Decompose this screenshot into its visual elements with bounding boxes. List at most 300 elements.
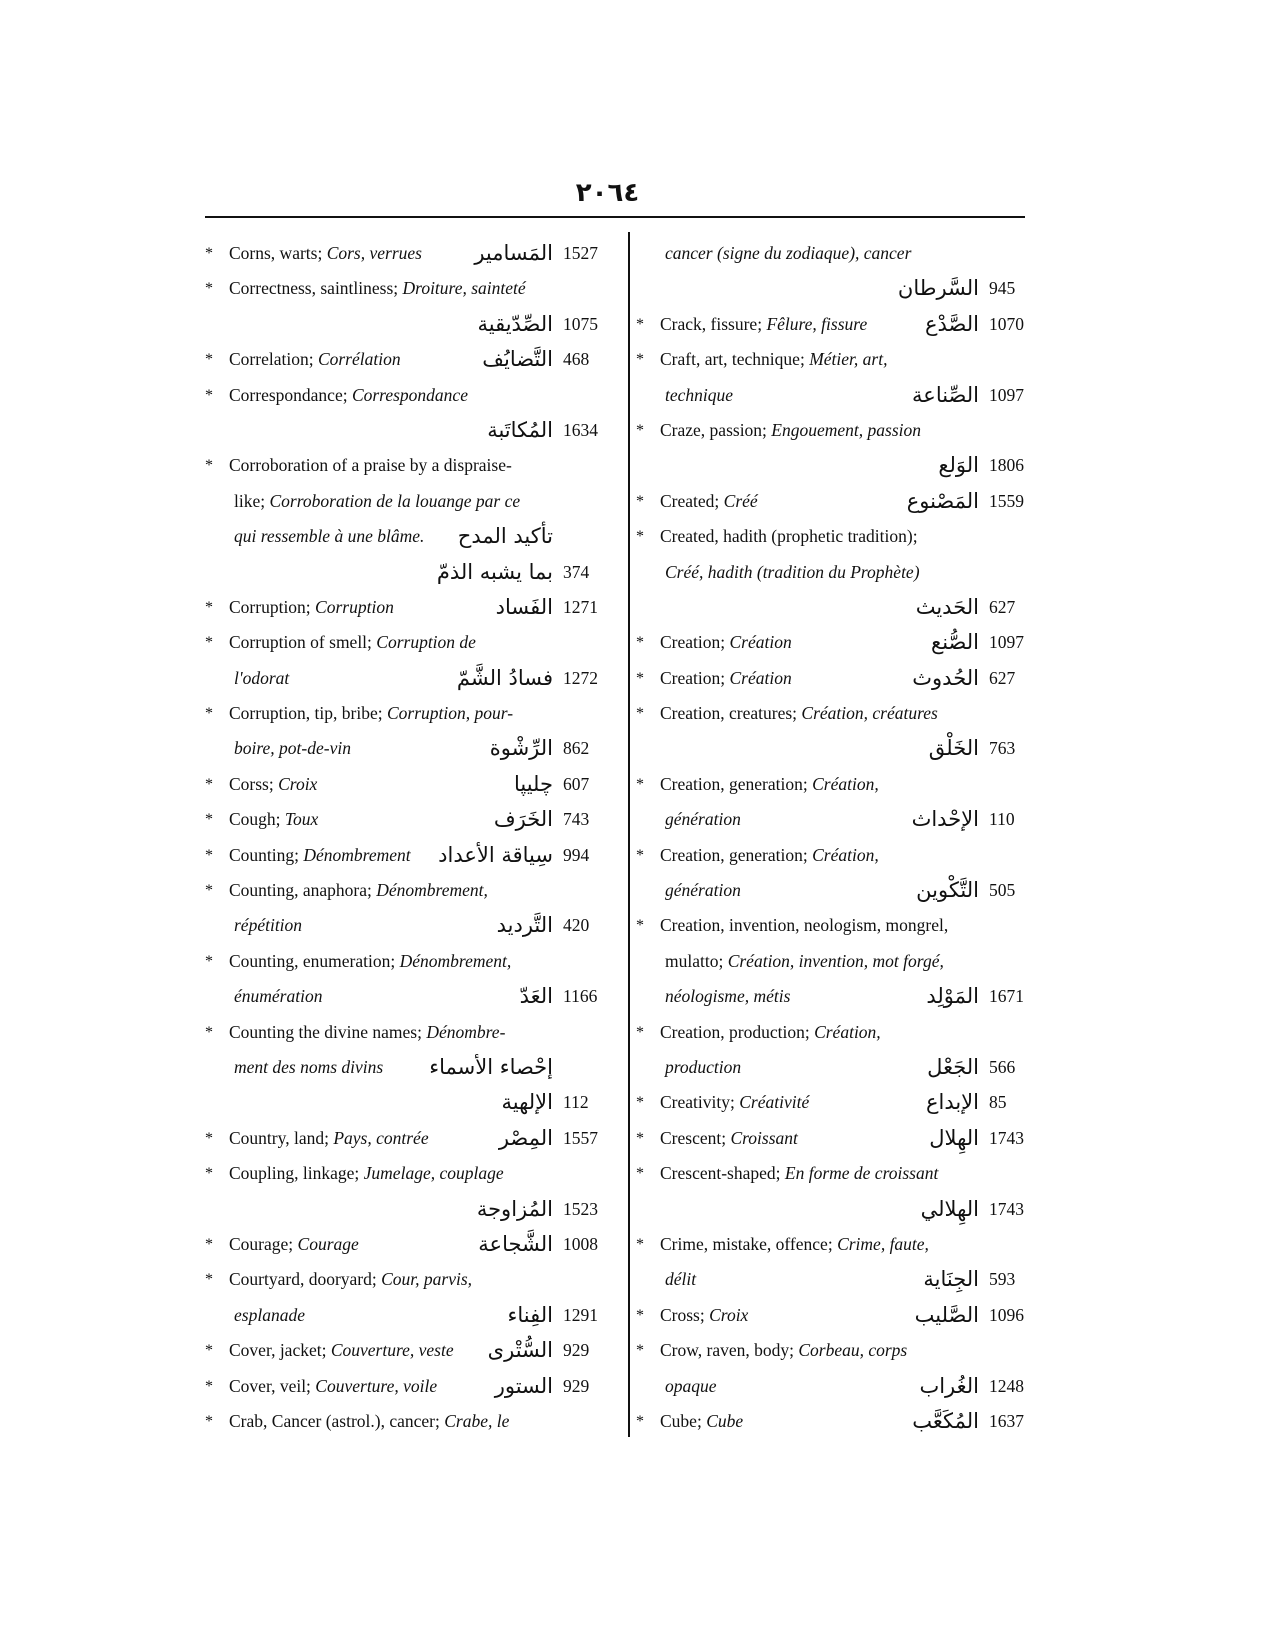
entry-line (636, 1369, 1041, 1404)
arabic-term: السَّرطان (897, 276, 979, 301)
arabic-term: التَّضايُف (482, 347, 553, 372)
entry-line (205, 413, 615, 448)
entry-text (660, 696, 938, 731)
page-reference: 1008 (563, 1233, 598, 1254)
entry-line (636, 1156, 1041, 1191)
page-reference: 1166 (563, 986, 598, 1007)
entry-text (229, 342, 401, 377)
page-reference: 929 (563, 1340, 590, 1361)
entry-text (665, 1262, 696, 1297)
entry-text (660, 307, 867, 342)
entry-bullet: * (636, 315, 644, 333)
arabic-term: الجَعْل (927, 1054, 979, 1079)
french-term: Créé (723, 490, 758, 511)
entry-text (234, 519, 424, 554)
entry-bullet: * (205, 386, 213, 404)
french-term: En forme de croissant (784, 1163, 939, 1184)
entry-text (665, 944, 944, 979)
entry-line (205, 731, 615, 766)
arabic-term: الإحْداث (911, 807, 979, 832)
entry-bullet: * (205, 1412, 213, 1430)
entry-line (205, 378, 615, 413)
entry-line (636, 838, 1041, 873)
french-term: Crime, faute, (837, 1233, 929, 1254)
arabic-term: الحُدوث (912, 665, 979, 690)
entry-bullet: * (636, 1342, 644, 1360)
entry-line (205, 1121, 615, 1156)
entry-line (205, 1333, 615, 1368)
arabic-term: الجِنَاية (923, 1267, 979, 1292)
page-reference: 1272 (563, 667, 598, 688)
entry-text (665, 236, 911, 271)
english-term: Creation, creatures; (660, 703, 802, 724)
entry-text (234, 1298, 305, 1333)
page-reference: 505 (989, 880, 1016, 901)
page-reference: 1271 (563, 596, 598, 617)
arabic-term: الغُراب (919, 1373, 979, 1398)
english-term: Country, land; (229, 1127, 334, 1148)
entry-line (205, 1015, 615, 1050)
arabic-term: التَّكْوين (916, 878, 979, 903)
entry-line (636, 484, 1041, 519)
french-term: Cors, verrues (326, 243, 422, 263)
arabic-term: الرِّشْوة (489, 736, 553, 761)
entry-line (636, 555, 1041, 590)
entry-text (660, 1156, 938, 1191)
french-term: Dénombre- (426, 1021, 506, 1042)
entry-line (636, 767, 1041, 802)
arabic-term: الفَساد (495, 594, 553, 619)
entry-text (229, 1333, 454, 1368)
english-term: Crescent; (660, 1127, 731, 1148)
entry-text (660, 1333, 907, 1368)
english-term: Craze, passion; (660, 419, 772, 440)
french-term: Dénombrement (303, 844, 411, 865)
entry-line (636, 448, 1041, 483)
entry-bullet: * (205, 1129, 213, 1147)
entry-line (636, 944, 1041, 979)
english-term: Cross; (660, 1304, 710, 1325)
english-term: Counting; (229, 844, 304, 865)
entry-line (205, 767, 615, 802)
arabic-term: المَوْلِد (926, 984, 979, 1009)
arabic-term: الصَّدْع (925, 311, 979, 336)
entry-line (636, 1121, 1041, 1156)
entry-line (205, 1156, 615, 1191)
french-term: opaque (665, 1375, 717, 1396)
french-term: Corruption (315, 596, 394, 617)
arabic-term: چليپا (513, 771, 553, 796)
french-term: néologisme, métis (665, 986, 791, 1007)
french-term: Croissant (730, 1127, 798, 1148)
entry-bullet: * (636, 492, 644, 510)
entry-text (660, 767, 879, 802)
entry-bullet: * (636, 528, 644, 546)
french-term: délit (665, 1269, 697, 1290)
entry-bullet: * (636, 1129, 644, 1147)
french-term: Métier, art, (809, 349, 888, 370)
french-term: Création (729, 667, 792, 688)
arabic-term: الحَديث (915, 594, 979, 619)
entry-text (234, 731, 351, 766)
arabic-term: الفِناء (507, 1302, 553, 1327)
arabic-term: إحْصاء الأسماء (429, 1054, 553, 1079)
entry-line (636, 236, 1041, 271)
entry-text (660, 1404, 743, 1439)
entry-line (205, 625, 615, 660)
arabic-term: الهِلالي (920, 1196, 979, 1221)
entry-line (636, 908, 1041, 943)
entry-line (205, 448, 615, 483)
page-reference: 1634 (563, 419, 598, 440)
page-number: ٢٠٦٤ (575, 178, 640, 208)
entry-bullet: * (205, 1235, 213, 1253)
english-term: Created, hadith (prophetic tradition); (660, 526, 918, 547)
column-divider (628, 232, 630, 1437)
french-term: Création, (814, 1021, 881, 1042)
entry-line (205, 1227, 615, 1262)
entry-text (229, 696, 513, 731)
entry-line (205, 1085, 615, 1120)
english-term: Crab, Cancer (astrol.), cancer; (229, 1410, 445, 1431)
entry-line (205, 1050, 615, 1085)
page-reference: 945 (989, 278, 1016, 299)
entry-line (205, 519, 615, 554)
entry-text (229, 1121, 429, 1156)
arabic-term: الستور (494, 1373, 553, 1398)
page-reference: 1637 (989, 1410, 1024, 1431)
entry-text (229, 1015, 505, 1050)
page-reference: 1743 (989, 1127, 1024, 1148)
page-reference: 743 (563, 809, 590, 830)
page-reference: 1671 (989, 986, 1024, 1007)
english-term: Courage; (229, 1233, 298, 1254)
entry-text (229, 767, 317, 802)
french-term: Engouement, passion (771, 419, 922, 440)
entry-line (205, 271, 615, 306)
french-term: ment des noms divins (234, 1056, 384, 1077)
english-term: Creation, production; (660, 1021, 815, 1042)
arabic-term: السُّتْرى (487, 1338, 553, 1363)
entry-line (205, 838, 615, 873)
entry-text (229, 590, 394, 625)
french-term: Corruption, pour- (386, 703, 514, 724)
entry-bullet: * (205, 811, 213, 829)
entry-text (660, 484, 758, 519)
entry-line (636, 378, 1041, 413)
arabic-term: الخَلْق (928, 736, 979, 761)
entry-text (665, 802, 741, 837)
page-reference: 1070 (989, 313, 1024, 334)
entry-bullet: * (636, 1235, 644, 1253)
entry-text (660, 661, 792, 696)
french-term: Dénombrement, (376, 880, 488, 901)
page-reference: 566 (989, 1056, 1016, 1077)
english-term: Creation; (660, 632, 730, 653)
entry-bullet: * (636, 421, 644, 439)
page-reference: 1523 (563, 1198, 598, 1219)
french-term: production (665, 1056, 742, 1077)
page-reference: 1096 (989, 1304, 1024, 1325)
arabic-term: الصُّنع (931, 630, 979, 655)
french-term: Crabe, le (444, 1410, 510, 1431)
french-term: cancer (signe du zodiaque), cancer (665, 243, 912, 263)
english-term: Corruption, tip, bribe; (229, 703, 387, 724)
english-term: Corroboration of a praise by a dispraise- (229, 455, 512, 476)
entry-bullet: * (205, 952, 213, 970)
entry-line (205, 661, 615, 696)
entry-line (636, 731, 1041, 766)
entry-line (636, 342, 1041, 377)
arabic-term: الشَّجاعة (478, 1231, 553, 1256)
page-reference: 1806 (989, 455, 1024, 476)
english-term: Counting the divine names; (229, 1021, 427, 1042)
arabic-term: الصِّناعة (912, 382, 979, 407)
entry-bullet: * (636, 705, 644, 723)
english-term: Creation; (660, 667, 730, 688)
entry-text (229, 1156, 504, 1191)
page-reference: 468 (563, 349, 590, 370)
entry-line (636, 802, 1041, 837)
arabic-term: المَسامير (474, 241, 553, 265)
page-reference: 1743 (989, 1198, 1024, 1219)
entry-text (660, 519, 918, 554)
english-term: Correlation; (229, 349, 318, 370)
entry-text (660, 1121, 798, 1156)
entry-line (636, 1050, 1041, 1085)
english-term: Crescent-shaped; (660, 1163, 785, 1184)
french-term: Correspondance (351, 384, 468, 405)
entry-line (205, 342, 615, 377)
entry-line (636, 661, 1041, 696)
entry-text (229, 1262, 472, 1297)
french-term: répétition (234, 915, 303, 936)
english-term: Creation, generation; (660, 773, 813, 794)
arabic-term: المَصْنوع (906, 488, 979, 513)
page-reference: 1097 (989, 384, 1024, 405)
english-term: mulatto; (665, 950, 728, 971)
french-term: Dénombrement, (399, 950, 512, 971)
arabic-term: المُكاتَبة (487, 417, 553, 442)
right-column (636, 236, 1041, 1439)
page-reference: 1097 (989, 632, 1024, 653)
french-term: Créé, hadith (tradition du Prophète) (665, 561, 920, 582)
entry-bullet: * (636, 1023, 644, 1041)
entry-text (234, 484, 520, 519)
entry-text (234, 661, 289, 696)
entry-text (229, 625, 476, 660)
arabic-term: الإبداع (925, 1090, 979, 1115)
entry-bullet: * (636, 846, 644, 864)
entry-text (234, 908, 302, 943)
entry-line (636, 307, 1041, 342)
entry-text (229, 448, 512, 483)
entry-text (229, 236, 422, 271)
entry-bullet: * (205, 1271, 213, 1289)
entry-line (636, 590, 1041, 625)
entry-line (205, 1192, 615, 1227)
entry-bullet: * (636, 1412, 644, 1430)
english-term: Correspondance; (229, 384, 352, 405)
entry-bullet: * (205, 1377, 213, 1395)
page-reference: 112 (563, 1092, 589, 1113)
page-reference: 929 (563, 1375, 590, 1396)
english-term: Crow, raven, body; (660, 1340, 799, 1361)
french-term: Croix (278, 773, 318, 794)
entry-line (636, 413, 1041, 448)
left-column (205, 236, 615, 1439)
entry-text (665, 1369, 717, 1404)
page-reference: 374 (563, 561, 590, 582)
page-reference: 627 (989, 596, 1016, 617)
french-term: génération (665, 880, 741, 901)
french-term: l'odorat (234, 667, 290, 688)
page-reference: 1559 (989, 490, 1024, 511)
arabic-term: الخَرَف (493, 807, 553, 832)
entry-line (636, 1015, 1041, 1050)
page-reference: 994 (563, 844, 590, 865)
french-term: Fêlure, fissure (766, 313, 868, 334)
entry-bullet: * (205, 775, 213, 793)
french-term: Croix (709, 1304, 749, 1325)
entry-line (205, 1262, 615, 1297)
arabic-term: الهِلال (929, 1125, 979, 1150)
arabic-term: العَدّ (519, 984, 553, 1009)
entry-text (660, 625, 792, 660)
french-term: Jumelage, couplage (363, 1163, 504, 1184)
english-term: Creation, generation; (660, 844, 813, 865)
french-term: Toux (284, 809, 319, 830)
arabic-term: الصَّليب (914, 1302, 979, 1327)
english-term: Creativity; (660, 1092, 740, 1113)
page-reference: 627 (989, 667, 1016, 688)
entry-bullet: * (205, 882, 213, 900)
french-term: Couverture, veste (330, 1340, 454, 1361)
entry-line (636, 1404, 1041, 1439)
page-reference: 763 (989, 738, 1016, 759)
english-term: Corss; (229, 773, 279, 794)
entry-text (660, 1085, 809, 1120)
entry-line (205, 555, 615, 590)
english-term: Corruption of smell; (229, 632, 377, 653)
french-term: génération (665, 809, 741, 830)
entry-text (660, 1015, 881, 1050)
french-term: Courage (297, 1233, 359, 1254)
entry-bullet: * (205, 245, 213, 262)
french-term: Corrélation (317, 349, 401, 370)
page-reference: 593 (989, 1269, 1016, 1290)
arabic-term: سِياقة الأعداد (438, 842, 553, 867)
entry-bullet: * (636, 1306, 644, 1324)
entry-text (665, 555, 920, 590)
french-term: Création (729, 632, 792, 653)
arabic-term: بما يشبه الذمّ (436, 559, 553, 584)
entry-line (636, 979, 1041, 1014)
entry-text (229, 802, 318, 837)
entry-text (234, 979, 322, 1014)
entry-line (205, 802, 615, 837)
english-term: Coupling, linkage; (229, 1163, 364, 1184)
entry-text (229, 944, 511, 979)
french-term: Droiture, sainteté (402, 278, 526, 299)
entry-line (205, 873, 615, 908)
entry-text (660, 342, 887, 377)
entry-bullet: * (205, 1165, 213, 1183)
entry-text (229, 1369, 437, 1404)
french-term: Création, (812, 844, 879, 865)
entry-line (636, 271, 1041, 306)
english-term: Creation, invention, neologism, mongrel, (660, 915, 949, 936)
entry-line (636, 1298, 1041, 1333)
entry-line (205, 236, 615, 271)
entry-bullet: * (205, 457, 213, 475)
english-term: Cover, veil; (229, 1375, 316, 1396)
entry-text (660, 1298, 748, 1333)
french-term: boire, pot-de-vin (234, 738, 351, 759)
entry-bullet: * (205, 846, 213, 864)
entry-line (205, 944, 615, 979)
entry-text (229, 838, 411, 873)
entry-bullet: * (636, 775, 644, 793)
english-term: Counting, enumeration; (229, 950, 400, 971)
entry-line (636, 696, 1041, 731)
english-term: Cough; (229, 809, 285, 830)
english-term: Corruption; (229, 596, 316, 617)
page-reference: 862 (563, 738, 590, 759)
arabic-term: الوَلع (938, 453, 979, 478)
entry-line (205, 1369, 615, 1404)
header-rule (205, 216, 1025, 218)
entry-line (205, 590, 615, 625)
french-term: Corroboration de la louange par ce (269, 490, 521, 511)
entry-line (205, 307, 615, 342)
entry-bullet: * (636, 351, 644, 369)
arabic-term: الإلهية (501, 1090, 553, 1115)
entry-line (205, 484, 615, 519)
entry-line (636, 1333, 1041, 1368)
entry-text (660, 908, 948, 943)
entry-text (665, 378, 733, 413)
arabic-term: المِصْر (498, 1125, 553, 1150)
entry-bullet: * (205, 1342, 213, 1360)
entry-text (665, 979, 790, 1014)
french-term: esplanade (234, 1304, 305, 1325)
arabic-term: المُكَعَّب (912, 1408, 979, 1433)
entry-text (234, 1050, 383, 1085)
french-term: technique (665, 384, 734, 405)
entry-line (205, 1404, 615, 1439)
entry-text (660, 413, 921, 448)
page-reference: 1248 (989, 1375, 1024, 1396)
french-term: Couverture, voile (315, 1375, 438, 1396)
page-reference: 1557 (563, 1127, 598, 1148)
arabic-term: فسادُ الشَّمّ (456, 665, 553, 690)
entry-line (205, 979, 615, 1014)
page-reference: 85 (989, 1092, 1007, 1113)
french-term: Création, (812, 773, 879, 794)
arabic-term: تأكيد المدح (457, 524, 553, 549)
page-reference: 607 (563, 773, 590, 794)
entry-line (636, 1262, 1041, 1297)
entry-bullet: * (636, 669, 644, 687)
french-term: Pays, contrée (333, 1127, 429, 1148)
entry-bullet: * (205, 351, 213, 369)
page-reference: 110 (989, 809, 1015, 830)
entry-bullet: * (205, 280, 213, 298)
entry-bullet: * (205, 705, 213, 723)
english-term: Crime, mistake, offence; (660, 1233, 838, 1254)
english-term: Correctness, saintliness; (229, 278, 403, 299)
